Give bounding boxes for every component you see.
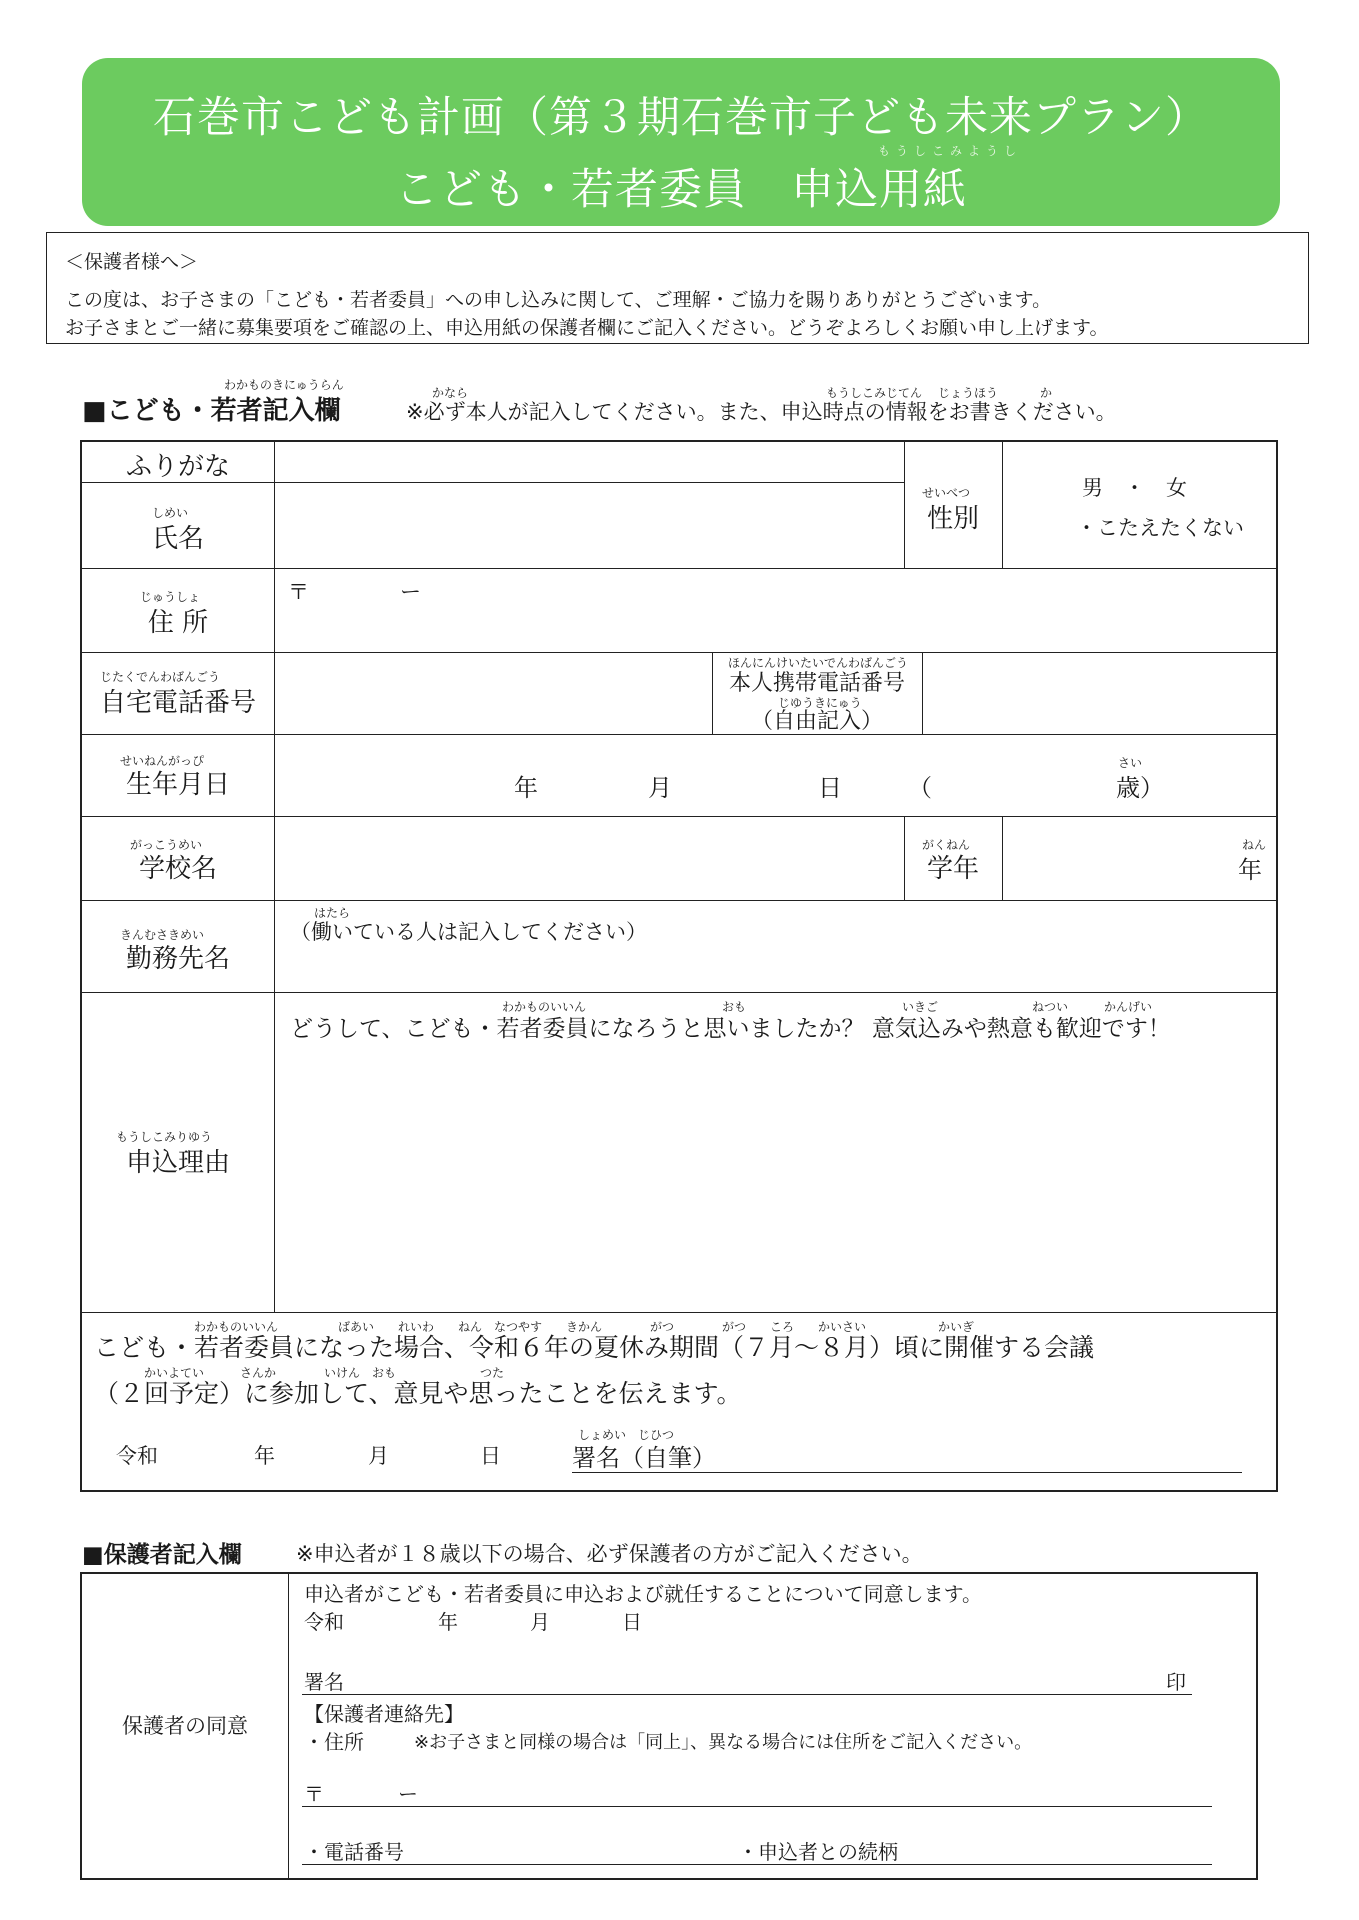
youth-heading-ruby: わかものきにゅうらん <box>224 378 344 392</box>
title-line-1: 石巻市こども計画（第３期石巻市子ども未来プラン） <box>153 93 1209 143</box>
notice-line-1: この度は、お子さまの「こども・若者委員」への申し込みに関して、ご理解・ご協力を賜りありがとうございます。 <box>65 289 1052 311</box>
reason-ruby-omo: おも <box>722 1000 747 1014</box>
work-input[interactable] <box>276 942 1276 990</box>
guardian-month: 月 <box>530 1610 550 1634</box>
note-ruby-kanarazu: かなら <box>432 386 469 400</box>
guardian-section-note: ※申込者が１８歳以下の場合、必ず保護者の方がご記入ください。 <box>296 1542 923 1566</box>
guardian-address-note: ※お子さまと同様の場合は「同上」、異なる場合には住所をご記入ください。 <box>414 1732 1033 1753</box>
reason-ruby-ikigomi: いきご <box>902 1000 939 1014</box>
guardian-section-heading: ■保護者記入欄 <box>82 1542 242 1568</box>
name-ruby: しめい <box>152 506 189 520</box>
home-phone-label: 自宅電話番号 <box>99 688 256 718</box>
birth-age-unit: 歳） <box>1116 774 1164 802</box>
sign-year: 年 <box>254 1444 275 1468</box>
grade-unit-ruby: ねん <box>1242 838 1267 852</box>
guardian-sign-label: 署名 <box>304 1670 344 1694</box>
mobile-label: 本人携帯電話番号 <box>728 671 905 696</box>
work-note: （働いている人は記入してください） <box>290 920 647 944</box>
birth-date-input[interactable] <box>276 736 1276 814</box>
guardian-seal: 印 <box>1166 1670 1186 1694</box>
guardian-contact-title: 【保護者連絡先】 <box>304 1702 464 1726</box>
birth-month-unit: 月 <box>648 774 672 802</box>
guardian-notice-box <box>46 232 1309 344</box>
sign-ruby: しょめい じひつ <box>578 1428 675 1442</box>
address-ruby: じゅうしょ <box>140 590 201 604</box>
school-input[interactable] <box>276 818 902 898</box>
gender-option-male-female[interactable]: 男 ・ 女 <box>1082 476 1187 500</box>
reason-prompt: どうして、こども・若者委員になろうと思いましたか？ 意気込みや熱意も歓迎です！ <box>290 1016 1171 1042</box>
reason-textarea[interactable] <box>276 1052 1276 1310</box>
pledge-ruby-2: かいよてい さんか いけん おも つた <box>144 1366 505 1380</box>
pledge-line-2: （２回予定）に参加して、意見や思ったことを伝えます。 <box>94 1379 742 1408</box>
reason-ruby-iin: わかものいいん <box>502 1000 587 1014</box>
notice-line-2: お子さまとご一緒に募集要項をご確認の上、申込用紙の保護者欄にご記入ください。どうぞよろしくお願い申し上げます。 <box>65 317 1109 339</box>
pledge-line-1: こども・若者委員になった場合、令和６年の夏休み期間（７月～８月）頃に開催する会議 <box>94 1333 1095 1362</box>
pledge-ruby-1: わかものいいん ばあい れいわ ねん なつやす きかん がつ がつ ころ かいさい かいぎ <box>194 1320 975 1334</box>
reason-ruby: もうしこみりゆう <box>116 1130 213 1144</box>
note-ruby-jouhou: じょうほう <box>938 386 999 400</box>
birth-label: 生年月日 <box>125 770 230 800</box>
guardian-address-label: ・住所 <box>304 1730 364 1754</box>
reason-label: 申込理由 <box>125 1148 230 1178</box>
gender-label: 性別 <box>926 504 979 534</box>
mobile-sub: （自由記入） <box>750 709 883 734</box>
guardian-postal-dash: ー <box>398 1782 418 1806</box>
sign-month: 月 <box>368 1444 389 1468</box>
guardian-year: 年 <box>438 1610 458 1634</box>
furigana-input[interactable] <box>276 444 902 480</box>
furigana-label: ふりがな <box>125 452 230 482</box>
guardian-relation-label: ・申込者との続柄 <box>738 1840 898 1864</box>
title-ruby: もうしこみようし <box>878 144 1023 158</box>
reason-ruby-netsui: ねつい <box>1032 1000 1069 1014</box>
guardian-phone-line[interactable] <box>302 1864 1212 1865</box>
mobile-input[interactable] <box>924 654 1276 732</box>
address-postal-mark: 〒 <box>288 580 309 604</box>
guardian-phone-label: ・電話番号 <box>304 1840 404 1864</box>
birth-ruby: せいねんがっぴ <box>120 754 205 768</box>
note-ruby-ka: か <box>1040 386 1053 400</box>
name-input[interactable] <box>276 484 902 566</box>
title-banner <box>82 58 1280 226</box>
sign-label: 署名（自筆） <box>572 1444 716 1472</box>
gender-ruby: せいべつ <box>922 486 971 500</box>
work-label: 勤務先名 <box>125 944 230 974</box>
sign-reiwa: 令和 <box>116 1444 158 1468</box>
guardian-day: 日 <box>622 1610 642 1634</box>
title-line-2: こども・若者委員 申込用紙 <box>395 165 967 215</box>
work-note-ruby: はたら <box>314 906 351 920</box>
birth-day-unit: 日 <box>818 774 842 802</box>
address-postal-dash: ー <box>400 580 421 604</box>
home-phone-ruby: じたくでんわばんごう <box>100 670 221 684</box>
birth-age-ruby: さい <box>1118 756 1143 770</box>
grade-unit: 年 <box>1238 856 1262 884</box>
grade-ruby: がくねん <box>922 838 971 852</box>
birth-paren-open: （ <box>908 774 932 802</box>
youth-section-note: ※必ず本人が記入してください。また、申込時点の情報をお書きください。 <box>406 400 1117 424</box>
notice-title: ＜保護者様へ＞ <box>65 251 199 273</box>
guardian-signature-line[interactable] <box>302 1694 1192 1695</box>
gender-option-no-answer[interactable]: ・こたえたくない <box>1076 516 1244 540</box>
school-label: 学校名 <box>138 854 217 884</box>
home-phone-input[interactable] <box>276 654 710 732</box>
name-label: 氏名 <box>151 524 204 554</box>
grade-input[interactable] <box>1004 818 1234 898</box>
address-label: 住 所 <box>147 608 209 638</box>
guardian-consent-text: 申込者がこども・若者委員に申込および就任することについて同意します。 <box>304 1582 982 1606</box>
school-ruby: がっこうめい <box>130 838 203 852</box>
note-ruby-moushikomi: もうしこみじてん <box>826 386 923 400</box>
signature-line[interactable] <box>572 1472 1242 1473</box>
grade-label: 学年 <box>926 854 979 884</box>
mobile-ruby: ほんにんけいたいでんわばんごう <box>728 656 909 670</box>
guardian-reiwa: 令和 <box>304 1610 344 1634</box>
youth-form <box>80 440 1278 1492</box>
mobile-sub-ruby: じゆうきにゅう <box>778 696 862 710</box>
address-input[interactable] <box>276 570 1276 650</box>
reason-ruby-kangei: かんげい <box>1104 1000 1153 1014</box>
guardian-consent-label: 保護者の同意 <box>122 1714 248 1738</box>
work-ruby: きんむさきめい <box>120 928 205 942</box>
guardian-address-line[interactable] <box>302 1806 1212 1807</box>
guardian-form <box>80 1572 1258 1880</box>
guardian-postal-mark: 〒 <box>304 1782 324 1806</box>
sign-day: 日 <box>480 1444 501 1468</box>
youth-section-heading: ■こども・若者記入欄 <box>82 396 341 426</box>
birth-year-unit: 年 <box>514 774 538 802</box>
